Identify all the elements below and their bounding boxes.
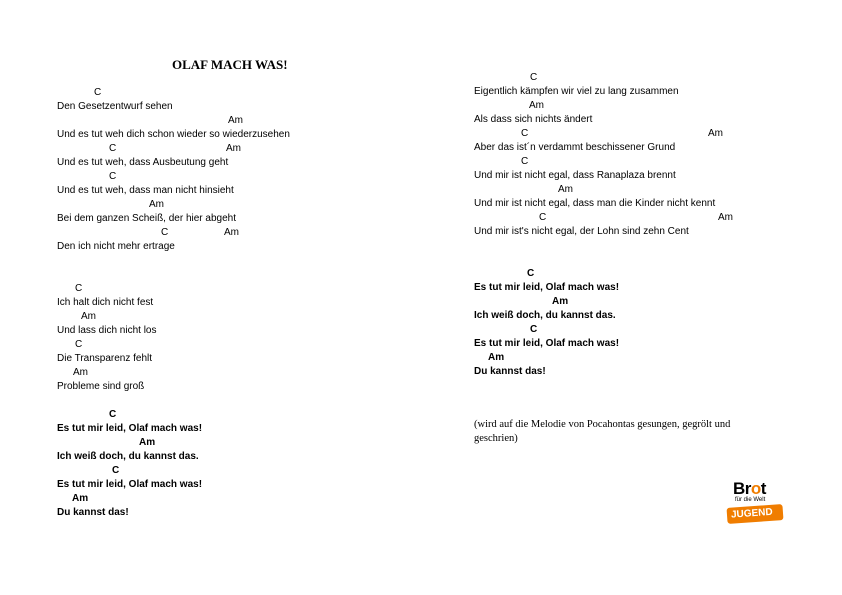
chord-line <box>57 310 290 324</box>
chord-line <box>474 295 715 309</box>
chord: C <box>94 87 102 98</box>
lyric-line <box>474 309 715 323</box>
lyric-text: Ich halt dich nicht fest <box>57 297 154 308</box>
lyric-text: Es tut mir leid, Olaf mach was! <box>474 338 620 349</box>
chord: Am <box>488 352 505 363</box>
chord: Am <box>529 100 544 111</box>
left-column <box>57 86 290 520</box>
chord: Am <box>226 143 241 154</box>
lyric-line <box>474 141 715 155</box>
lyric-text: Ich weiß doch, du kannst das. <box>474 310 616 321</box>
lyric-line <box>474 169 715 183</box>
lyric-text: Es tut mir leid, Olaf mach was! <box>57 423 203 434</box>
chord: Am <box>73 367 88 378</box>
lyric-line <box>474 113 715 127</box>
chord: C <box>539 212 547 223</box>
chord: C <box>521 156 529 167</box>
chord-line <box>474 71 715 85</box>
chord: C <box>75 283 83 294</box>
blank-line <box>57 268 290 282</box>
chord-line <box>474 267 715 281</box>
lyric-text: Eigentlich kämpfen wir viel zu lang zusammen <box>474 86 679 97</box>
chord: Am <box>81 311 96 322</box>
lyric-line <box>57 296 290 310</box>
lyric-line <box>57 100 290 114</box>
lyric-text: Und es tut weh, dass man nicht hinsieht <box>57 185 234 196</box>
chord-line <box>474 183 715 197</box>
lyric-text: Den Gesetzentwurf sehen <box>57 101 173 112</box>
chord-line <box>474 211 733 225</box>
chord: Am <box>718 212 733 223</box>
lyric-text: Und es tut weh, dass Ausbeutung geht <box>57 157 229 168</box>
lyric-line <box>474 197 715 211</box>
chord-line <box>57 170 290 184</box>
blank-line <box>474 253 715 267</box>
chord: C <box>521 128 529 139</box>
logo-jugend-badge: JUGEND <box>727 504 784 524</box>
chord-line <box>57 226 290 240</box>
chord: Am <box>552 296 569 307</box>
chord: Am <box>558 184 573 195</box>
lyric-line <box>474 281 715 295</box>
lyric-text: Es tut mir leid, Olaf mach was! <box>474 282 620 293</box>
chord-line <box>474 127 723 141</box>
lyric-line <box>57 184 290 198</box>
chord: Am <box>72 493 89 504</box>
chord-line <box>474 99 715 113</box>
lyric-line <box>57 212 290 226</box>
chord: C <box>530 324 538 335</box>
lyric-line <box>474 337 715 351</box>
chord: C <box>109 409 117 420</box>
chord-line <box>57 338 290 352</box>
lyric-line <box>57 506 290 520</box>
logo-subtitle: für die Welt <box>735 497 766 503</box>
blank-line <box>474 239 715 253</box>
chord-line <box>57 436 290 450</box>
chord-line <box>474 155 715 169</box>
lyric-line <box>57 380 290 394</box>
lyric-line <box>57 240 290 254</box>
lyric-text: Als dass sich nichts ändert <box>474 114 593 125</box>
lyric-line <box>57 156 290 170</box>
lyric-line <box>57 478 290 492</box>
lyric-text: Ich weiß doch, du kannst das. <box>57 451 199 462</box>
chord: C <box>109 171 117 182</box>
lyric-text: Aber das ist´n verdammt beschissener Grund <box>474 142 676 153</box>
right-column <box>474 71 733 379</box>
lyric-line <box>474 85 715 99</box>
lyric-line <box>57 422 290 436</box>
lyric-text: Du kannst das! <box>57 507 129 518</box>
blank-line <box>57 254 290 268</box>
chord: Am <box>224 227 239 238</box>
lyric-line <box>474 365 715 379</box>
chord-line <box>57 142 290 156</box>
lyric-text: Es tut mir leid, Olaf mach was! <box>57 479 203 490</box>
brot-fuer-die-welt-jugend-logo <box>727 480 789 528</box>
chord: C <box>161 227 169 238</box>
chord-line <box>474 323 715 337</box>
lyric-text: Und mir ist's nicht egal, der Lohn sind zehn Cent <box>474 226 689 237</box>
chord: Am <box>149 199 164 210</box>
lyric-line <box>57 352 290 366</box>
lyric-text: Und lass dich nicht los <box>57 325 157 336</box>
chord-line <box>57 492 290 506</box>
lyric-text: Und mir ist nicht egal, dass Ranaplaza brennt <box>474 170 676 181</box>
lyric-text: Den ich nicht mehr ertrage <box>57 241 175 252</box>
chord: C <box>527 268 535 279</box>
lyric-text: Du kannst das! <box>474 366 546 377</box>
chord: C <box>530 72 538 83</box>
melody-note: (wird auf die Melodie von Pocahontas gesungen, gegrölt und geschrien) <box>474 419 731 444</box>
chord-line <box>57 86 290 100</box>
lyric-text: Die Transparenz fehlt <box>57 353 153 364</box>
blank-line <box>57 394 290 408</box>
lyric-line <box>57 450 290 464</box>
chord: Am <box>139 437 156 448</box>
chord: Am <box>708 128 723 139</box>
lyric-text: Und mir ist nicht egal, dass man die Kinder nicht kennt <box>474 198 716 209</box>
chord-line <box>474 351 715 365</box>
lyric-text: Bei dem ganzen Scheiß, der hier abgeht <box>57 213 236 224</box>
lyric-line <box>57 128 290 142</box>
chord-line <box>57 282 290 296</box>
chord-line <box>57 114 290 128</box>
chord: C <box>109 143 117 154</box>
lyric-text: Und es tut weh dich schon wieder so wiederzusehen <box>57 129 290 140</box>
chord: C <box>75 339 83 350</box>
lyric-line <box>57 324 290 338</box>
chord-line <box>57 198 290 212</box>
lyric-text: Probleme sind groß <box>57 381 145 392</box>
chord: Am <box>228 115 243 126</box>
lyric-line <box>474 225 715 239</box>
chord-line <box>57 366 290 380</box>
chord: C <box>112 465 120 476</box>
chord-line <box>57 408 290 422</box>
song-title: OLAF MACH WAS! <box>172 57 288 72</box>
chord-line <box>57 464 290 478</box>
logo-wordmark: Brot <box>733 479 766 498</box>
